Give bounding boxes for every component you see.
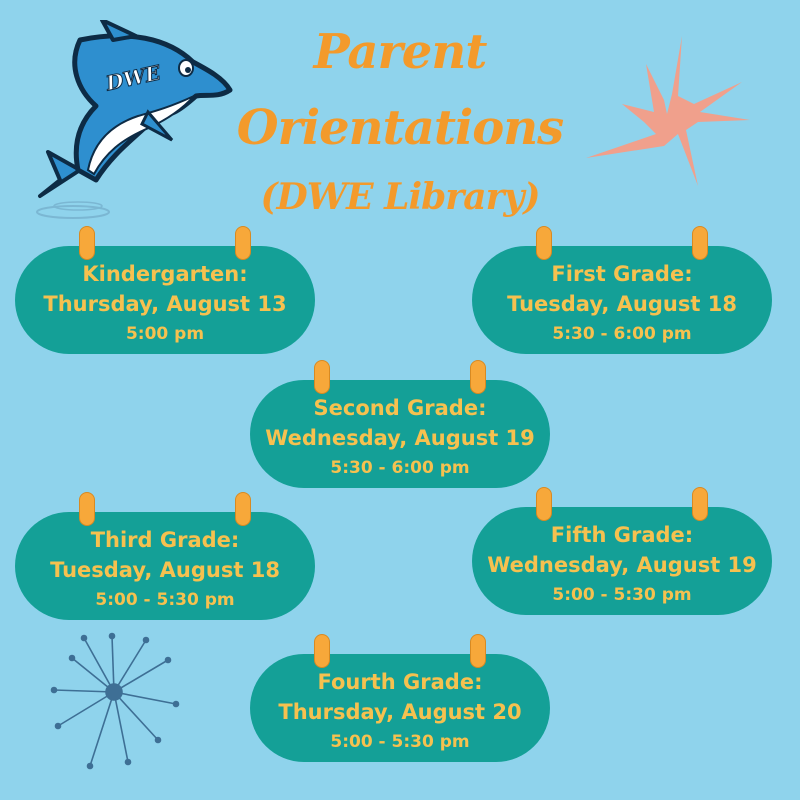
time-label: 5:00 - 5:30 pm xyxy=(330,732,470,752)
title-line-3: (DWE Library) xyxy=(260,176,540,218)
starburst-icon xyxy=(582,34,752,194)
sparkle-icon xyxy=(50,630,180,770)
ring-tab xyxy=(470,360,486,394)
orientation-card-third-grade xyxy=(15,512,315,620)
grade-label: Second Grade: xyxy=(313,396,487,420)
title-line-2: Orientations xyxy=(236,100,564,156)
ring-tab xyxy=(314,634,330,668)
ring-tab xyxy=(692,487,708,521)
ring-tab xyxy=(692,226,708,260)
title-line-1: Parent xyxy=(313,24,487,80)
date-label: Wednesday, August 19 xyxy=(265,426,535,450)
time-label: 5:30 - 6:00 pm xyxy=(552,324,692,344)
orientation-card-kindergarten xyxy=(15,246,315,354)
grade-label: Kindergarten: xyxy=(82,262,248,286)
grade-label: Fifth Grade: xyxy=(550,523,694,547)
ring-tab xyxy=(536,226,552,260)
ring-tab xyxy=(314,360,330,394)
orientation-card-second-grade xyxy=(250,380,550,488)
grade-label: Third Grade: xyxy=(90,528,240,552)
time-label: 5:00 pm xyxy=(125,324,205,344)
ring-tab xyxy=(79,492,95,526)
grade-label: First Grade: xyxy=(551,262,693,286)
ring-tab xyxy=(235,492,251,526)
time-label: 5:30 - 6:00 pm xyxy=(330,458,470,478)
orientation-card-fifth-grade xyxy=(472,507,772,615)
ring-tab xyxy=(536,487,552,521)
grade-label: Fourth Grade: xyxy=(317,670,483,694)
ring-tab xyxy=(79,226,95,260)
date-label: Tuesday, August 18 xyxy=(50,558,280,582)
time-label: 5:00 - 5:30 pm xyxy=(95,590,235,610)
date-label: Thursday, August 13 xyxy=(43,292,287,316)
time-label: 5:00 - 5:30 pm xyxy=(552,585,692,605)
ring-tab xyxy=(235,226,251,260)
orientation-card-first-grade xyxy=(472,246,772,354)
date-label: Wednesday, August 19 xyxy=(487,553,757,577)
orientation-card-fourth-grade xyxy=(250,654,550,762)
ring-tab xyxy=(470,634,486,668)
svg-text:DWE: DWE xyxy=(103,60,163,96)
date-label: Thursday, August 20 xyxy=(278,700,522,724)
date-label: Tuesday, August 18 xyxy=(507,292,737,316)
